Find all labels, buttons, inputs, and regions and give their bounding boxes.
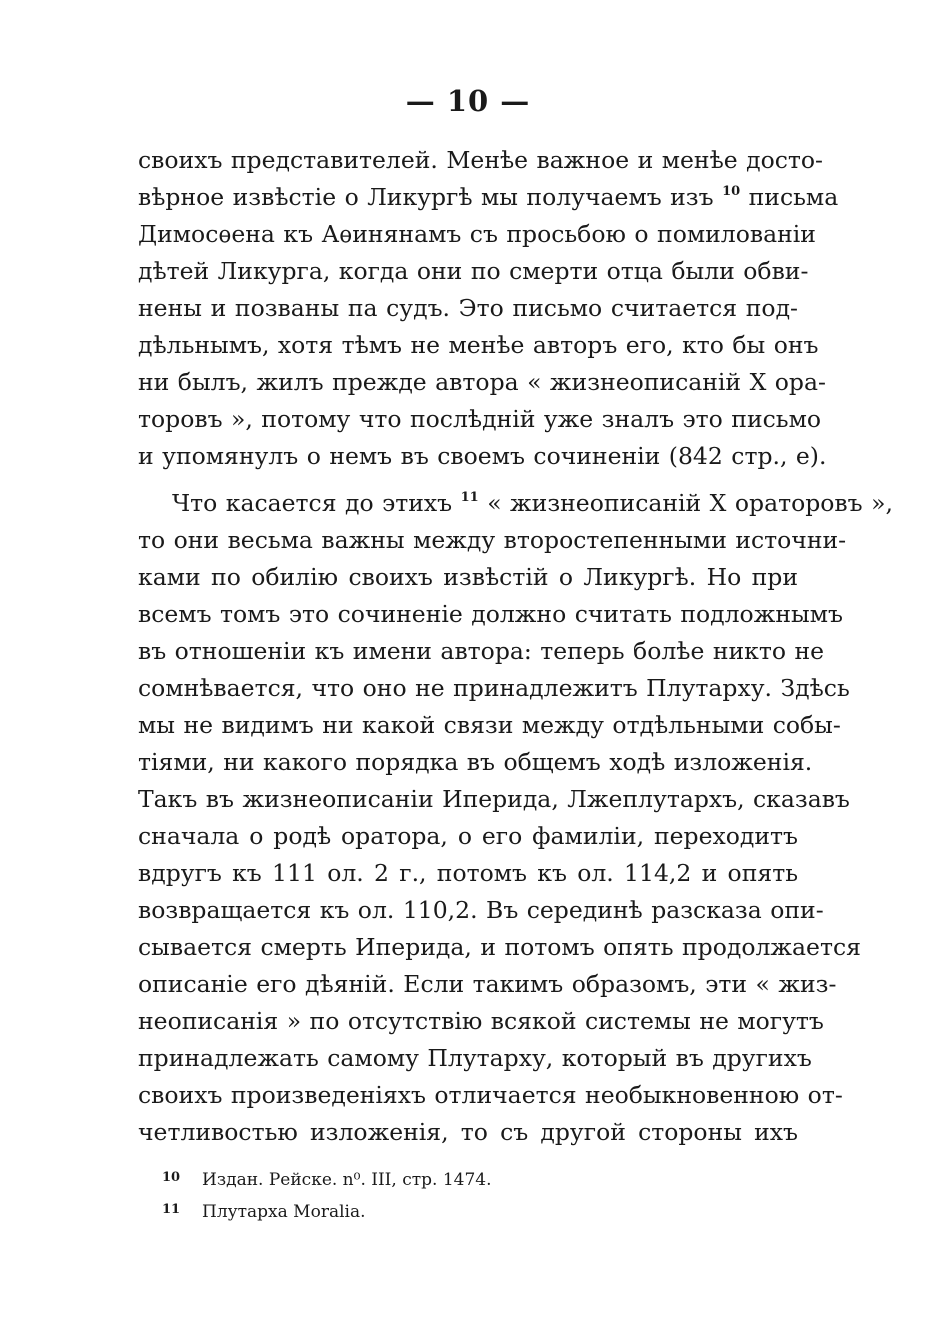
- text-line: нены и позваны па судъ. Это письмо считается под-: [138, 294, 798, 322]
- footnote-ref: 10: [722, 184, 741, 199]
- text-segment: Что касается до этихъ: [172, 489, 453, 517]
- text-line: и упомянулъ о немъ въ своемъ сочиненіи (842 стр., е).: [138, 442, 827, 470]
- text-segment: письма: [748, 183, 839, 211]
- text-line: то они весьма важны между второстепенными источни-: [138, 526, 847, 554]
- text-line: принадлежать самому Плутарху, который въ другихъ: [138, 1044, 812, 1072]
- text-line: дѣльнымъ, хотя тѣмъ не менѣе авторъ его, кто бы онъ: [138, 331, 819, 359]
- text-line: вдругъ къ 111 ол. 2 г., потомъ къ ол. 114,2 и опять: [138, 859, 798, 887]
- paragraph-gap: [138, 475, 798, 485]
- text-line: четливостью изложенія, то съ другой стороны ихъ: [138, 1118, 798, 1146]
- text-segment: вѣрное извѣстіе о Ликургѣ мы получаемъ изъ: [138, 183, 714, 211]
- footnotes: [162, 1162, 802, 1226]
- footnote-number: 10: [162, 1170, 181, 1185]
- text-line: сначала о родѣ оратора, о его фамиліи, переходитъ: [138, 822, 798, 850]
- text-line: всемъ томъ это сочиненіе должно считать подложнымъ: [138, 600, 843, 628]
- text-line: тіями, ни какого порядка въ общемъ ходѣ изложенія.: [138, 748, 813, 776]
- footnote-10: [162, 1162, 802, 1194]
- text-line: возвращается къ ол. 110,2. Въ серединѣ разсказа опи-: [138, 896, 824, 924]
- text-line: ками по обилію своихъ извѣстій о Ликургѣ. Но при: [138, 563, 798, 591]
- text-line: своихъ произведеніяхъ отличается необыкновенною от-: [138, 1081, 843, 1109]
- footnote-number: 11: [162, 1202, 181, 1217]
- footnote-text: Издан. Рейске. n⁰. III, стр. 1474.: [202, 1170, 492, 1190]
- text-line: сывается смерть Иперида, и потомъ опять продолжается: [138, 933, 861, 961]
- footnote-11: [162, 1194, 802, 1226]
- text-line: неописанія » по отсутствію всякой системы не могутъ: [138, 1007, 824, 1035]
- text-line: [138, 179, 839, 216]
- text-line: сомнѣвается, что оно не принадлежитъ Плутарху. Здѣсь: [138, 674, 850, 702]
- text-line: описаніе его дѣяній. Если такимъ образомъ, эти « жиз-: [138, 970, 837, 998]
- text-line: дѣтей Ликурга, когда они по смерти отца были обви-: [138, 257, 809, 285]
- page-number: — 10 —: [405, 84, 531, 118]
- text-line: ни былъ, жилъ прежде автора « жизнеописаній X ора-: [138, 368, 826, 396]
- text-line: своихъ представителей. Менѣе важное и менѣе досто-: [138, 146, 823, 174]
- text-line: Димосѳена къ Аѳинянамъ съ просьбою о помилованіи: [138, 220, 816, 248]
- main-text: [138, 142, 893, 1151]
- text-line: въ отношеніи къ имени автора: теперь болѣе никто не: [138, 637, 825, 665]
- text-line: мы не видимъ ни какой связи между отдѣльными собы-: [138, 711, 841, 739]
- text-segment: « жизнеописаній X ораторовъ »,: [487, 489, 893, 517]
- footnote-ref: 11: [460, 490, 479, 505]
- text-line: [138, 485, 893, 522]
- text-line: торовъ », потому что послѣдній уже зналъ это письмо: [138, 405, 822, 433]
- text-line: Такъ въ жизнеописаніи Иперида, Лжеплутархъ, сказавъ: [138, 785, 850, 813]
- footnote-text: Плутарха Moralia.: [202, 1202, 366, 1222]
